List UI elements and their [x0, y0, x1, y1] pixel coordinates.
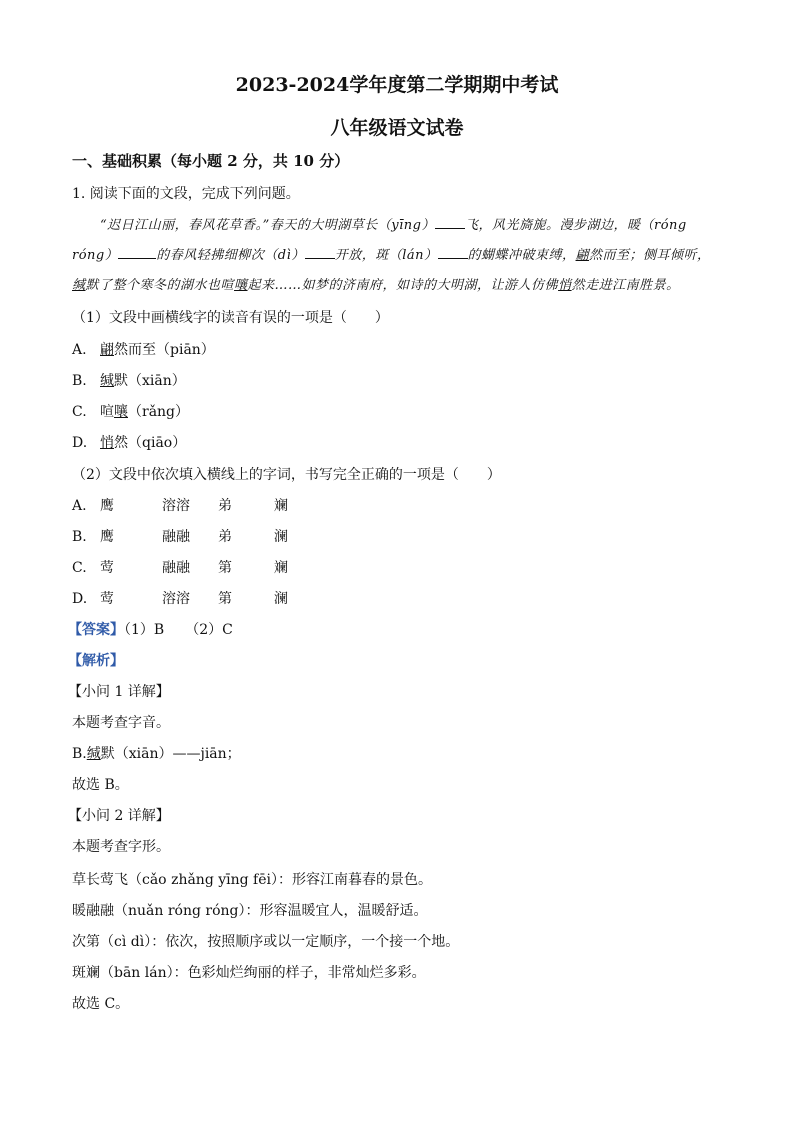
- question-stem: 1. 阅读下面的文段，完成下列问题。: [72, 186, 300, 202]
- exam-subtitle: 八年级语文试卷: [330, 117, 464, 139]
- analysis-part-1-heading: 【小问 1 详解】: [68, 684, 170, 700]
- analysis-part-2-heading: 【小问 2 详解】: [68, 808, 170, 824]
- subquestion-2-stem: （2）文段中依次填入横线上的字词，书写完全正确的一项是（ ）: [72, 467, 501, 483]
- option-word: 溶溶: [162, 498, 190, 514]
- option-word: 弟: [218, 529, 232, 545]
- option-word: 斓: [274, 560, 288, 576]
- passage-text: 默了整个寒冬的湖水也喧: [85, 278, 235, 293]
- analysis-text: 次第（cì dì）：依次，按照顺序或以一定顺序，一个接一个地。: [72, 934, 460, 950]
- passage-line-3: [72, 274, 680, 293]
- fill-blank: [438, 246, 468, 259]
- option-word: 斓: [274, 498, 288, 514]
- option-c: [72, 557, 288, 577]
- analysis-text: 斑斓（bān lán）：色彩灿烂绚丽的样子，非常灿烂多彩。: [72, 965, 426, 981]
- option-letter: B.: [72, 373, 87, 389]
- option-letter: D.: [72, 591, 88, 607]
- option-letter: C.: [72, 404, 87, 420]
- section-heading: 一、基础积累（每小题 2 分，共 10 分）: [72, 152, 350, 170]
- option-word: 弟: [218, 498, 232, 514]
- answer-line: [68, 619, 233, 639]
- subquestion-1-stem: （1）文段中画横线字的读音有误的一项是（ ）: [72, 310, 389, 326]
- option-letter: A.: [72, 342, 87, 358]
- option-word: 溶溶: [162, 591, 190, 607]
- underlined-char: 翩: [100, 342, 114, 358]
- underlined-char: 缄: [72, 278, 86, 293]
- answer-text: （1）B （2）C: [124, 622, 233, 638]
- passage-text: “迟日江山丽，春风花草香。”春天的大明湖草长（yīng）: [100, 218, 435, 233]
- exam-title: 2023-2024学年度第二学期期中考试: [235, 74, 559, 96]
- option-d: [72, 432, 186, 452]
- underlined-char: 嚷: [234, 278, 248, 293]
- passage-text: 开放，斑（lán）: [334, 248, 438, 263]
- underlined-char: 悄: [558, 278, 572, 293]
- option-word: 融融: [162, 529, 190, 545]
- option-word: 莺: [100, 591, 114, 607]
- option-word: 第: [218, 560, 232, 576]
- option-word: 澜: [274, 529, 288, 545]
- option-word: 莺: [100, 560, 114, 576]
- option-b: [72, 526, 288, 546]
- passage-text: 然走进江南胜景。: [571, 278, 680, 293]
- option-text: 喧: [100, 404, 114, 420]
- option-word: 澜: [274, 591, 288, 607]
- option-c: [72, 401, 189, 421]
- answer-tag: 【答案】: [68, 622, 124, 638]
- passage-text: 飞，风光旖旎。漫步湖边，暖（róng: [465, 218, 687, 233]
- analysis-line: [68, 650, 124, 670]
- option-a: [72, 495, 288, 515]
- option-letter: B.: [72, 529, 87, 545]
- analysis-text: 默（xiān）——jiān；: [100, 746, 241, 762]
- passage-text: 起来……如梦的济南府，如诗的大明湖，让游人仿佛: [247, 278, 559, 293]
- passage-text: 的蝴蝶冲破束缚，: [467, 248, 576, 263]
- option-a: [72, 339, 215, 359]
- passage-line-2: [72, 244, 711, 263]
- option-word: 融融: [162, 560, 190, 576]
- option-letter: D.: [72, 435, 88, 451]
- passage-text: róng）: [72, 248, 119, 263]
- option-word: 鹰: [100, 498, 114, 514]
- underlined-char: 缄: [100, 373, 114, 389]
- passage-text: 的春风轻拂细柳次（dì）: [156, 248, 305, 263]
- analysis-text: 本题考查字音。: [72, 715, 170, 731]
- passage-line-1: [100, 214, 687, 233]
- analysis-text: 暖融融（nuǎn róng róng）：形容温暖宜人，温暖舒适。: [72, 903, 428, 919]
- fill-blank: [435, 216, 465, 229]
- option-text: （rǎng）: [128, 404, 190, 420]
- analysis-text: 故选 C。: [72, 996, 130, 1012]
- option-text: 然而至（piān）: [114, 342, 215, 358]
- analysis-text: B.: [72, 746, 87, 762]
- underlined-char: 缄: [86, 746, 101, 762]
- option-text: 默（xiān）: [114, 373, 186, 389]
- underlined-char: 悄: [100, 435, 114, 451]
- option-b: [72, 370, 186, 390]
- underlined-char: 嚷: [114, 404, 128, 420]
- analysis-tag: 【解析】: [68, 653, 124, 669]
- fill-blank: [305, 246, 335, 259]
- analysis-text: 草长莺飞（cǎo zhǎng yīng fēi）：形容江南暮春的景色。: [72, 872, 432, 888]
- option-text: 然（qiāo）: [114, 435, 187, 451]
- option-word: 鹰: [100, 529, 114, 545]
- fill-blank: [118, 246, 156, 259]
- analysis-text: 故选 B。: [72, 777, 129, 793]
- passage-text: 然而至；侧耳倾听，: [589, 248, 711, 263]
- analysis-text: 本题考查字形。: [72, 839, 170, 855]
- analysis-text: [72, 743, 241, 763]
- underlined-char: 翩: [575, 248, 590, 263]
- option-letter: C.: [72, 560, 87, 576]
- option-letter: A.: [72, 498, 87, 514]
- option-word: 第: [218, 591, 232, 607]
- option-d: [72, 588, 288, 608]
